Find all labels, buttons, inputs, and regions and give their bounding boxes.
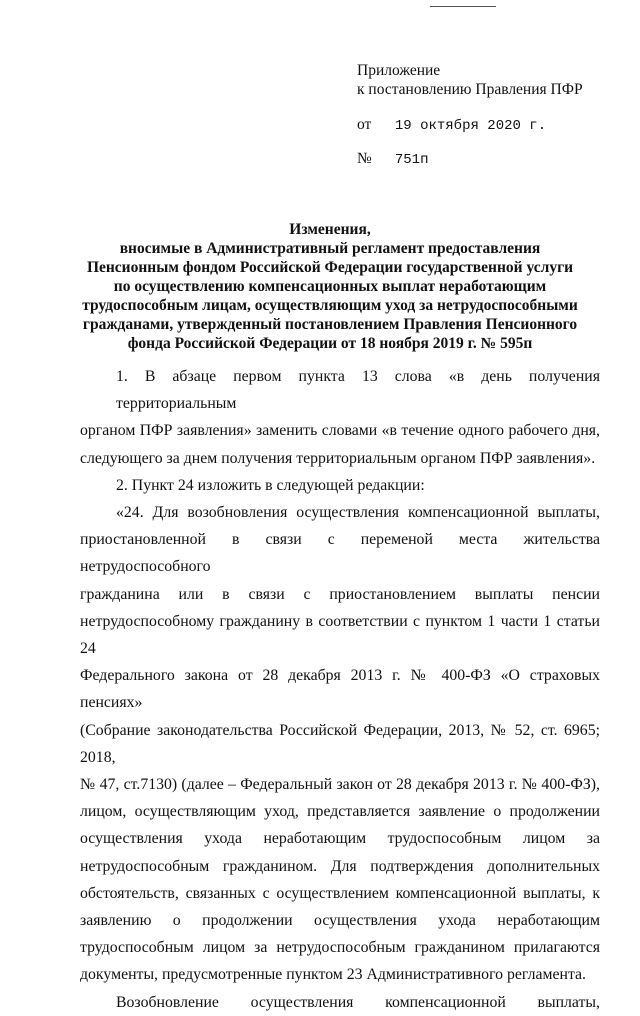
body-line: нетрудоспособным гражданином. Для подтверждения дополнительных [80, 857, 600, 875]
body-line: гражданина или в связи с приостановлением выплаты пенсии [80, 585, 600, 603]
title-line: Изменения, [289, 221, 371, 238]
number-label: № [357, 150, 372, 167]
document-title [80, 220, 580, 353]
title-line: гражданами, утвержденный постановлением Правления Пенсионного [82, 316, 578, 333]
body-line: заявлению о продолжении осуществления ухода неработающим [80, 912, 600, 930]
body-line: № 47, ст.7130) (далее – Федеральный закон от 28 декабря 2013 г. № 400-ФЗ), [80, 776, 600, 794]
title-line: по осуществлению компенсационных выплат неработающим [113, 278, 547, 295]
body-line: приостановленной в связи с переменой места жительства нетрудоспособного [80, 531, 600, 576]
body-line: 2. Пункт 24 изложить в следующей редакции: [116, 476, 425, 494]
body-line: обстоятельств, связанных с осуществлением компенсационной выплаты, к [80, 884, 600, 902]
number-row [357, 150, 428, 168]
appendix-line-2: к постановлению Правления ПФР [357, 81, 583, 98]
body-line: органом ПФР заявления» заменить словами «в течение одного рабочего дня, [80, 422, 600, 440]
body-line: (Собрание законодательства Российской Федерации, 2013, № 52, ст. 6965; 2018, [80, 721, 600, 766]
body-line: трудоспособным лицом за нетрудоспособным гражданином прилагаются [80, 939, 600, 957]
body-line: лицом, осуществляющим уход, представляется заявление о продолжении [80, 803, 600, 821]
body-line: осуществления ухода неработающим трудоспособным лицом за [80, 830, 600, 848]
title-line: трудоспособным лицам, осуществляющим уход за нетрудоспособными [82, 297, 578, 314]
title-line: вносимые в Административный регламент предоставления [119, 240, 541, 257]
document-body [80, 363, 600, 1016]
top-rule [430, 6, 496, 7]
appendix-line-1: Приложение [357, 62, 441, 79]
body-line: Федерального закона от 28 декабря 2013 г. № 400-ФЗ «О страховых пенсиях» [80, 667, 600, 712]
number-value: 751п [394, 152, 429, 168]
body-line: «24. Для возобновления осуществления компенсационной выплаты, [116, 504, 600, 522]
date-row [357, 116, 546, 134]
body-line: следующего за днем получения территориальным органом ПФР заявления». [80, 449, 596, 467]
body-line: Возобновление осуществления компенсационной выплаты, [116, 993, 600, 1011]
title-line: фонда Российской Федерации от 18 ноября 2019 г. № 595п [127, 335, 533, 352]
body-line: нетрудоспособному гражданину в соответствии с пунктом 1 части 1 статьи 24 [80, 612, 600, 658]
date-value: 19 октября 2020 г. [394, 118, 547, 134]
body-line: 1. В абзаце первом пункта 13 слова «в день получения территориальным [116, 368, 600, 413]
date-label: от [357, 116, 372, 133]
body-line: документы, предусмотренные пунктом 23 Административного регламента. [80, 966, 587, 984]
appendix-header [357, 61, 583, 99]
title-line: Пенсионным фондом Российской Федерации государственной услуги [86, 259, 574, 276]
